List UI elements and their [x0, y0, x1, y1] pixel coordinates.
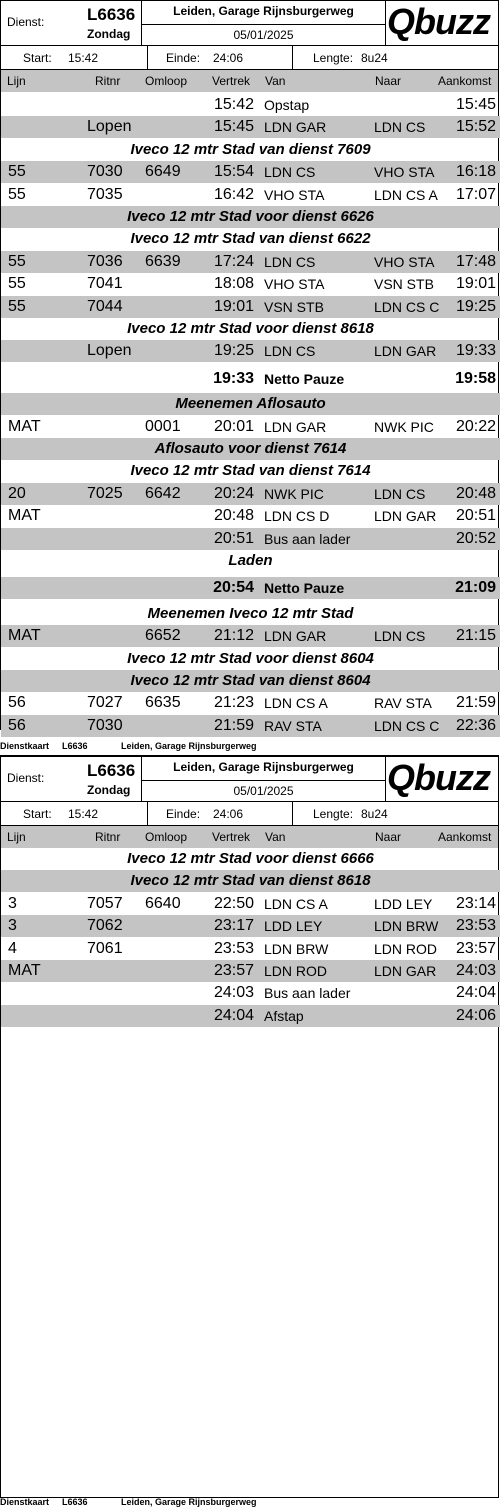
cell-vertrek: 20:24 — [213, 484, 254, 502]
cell-vertrek: 15:45 — [213, 118, 254, 136]
cell-omloop: 0001 — [145, 417, 181, 435]
cell-naar: LDD LEY — [374, 895, 433, 912]
cell-van: LDN ROD — [264, 963, 328, 979]
cell-naar: VSN STB — [374, 276, 434, 293]
meta-row — [0, 46, 499, 70]
cell-ritnr: 7062 — [87, 917, 123, 935]
page-2 — [0, 756, 500, 1496]
start-label: Start: — [23, 51, 52, 65]
trip-row — [1, 1005, 500, 1027]
cell-aankomst: 24:06 — [455, 1006, 496, 1024]
footer-code: L6636 — [62, 741, 88, 751]
cell-lijn: MAT — [8, 962, 41, 979]
section-heading: Iveco 12 mtr Stad voor dienst 8604 — [127, 649, 374, 667]
einde-value: 24:06 — [213, 807, 244, 821]
col-vertrek: Vertrek — [212, 830, 251, 844]
section-heading: Laden — [228, 552, 273, 569]
trip-row — [1, 94, 500, 116]
cell-ritnr: 7025 — [87, 484, 123, 502]
cell-van: Opstap — [264, 97, 310, 113]
cell-vertrek: 16:42 — [213, 185, 254, 203]
column-header — [0, 70, 499, 92]
cell-vertrek: 20:51 — [213, 529, 254, 547]
trip-row — [1, 528, 500, 550]
pause-row — [1, 577, 500, 599]
cell-vertrek: 18:08 — [213, 275, 254, 293]
pause-row — [1, 368, 500, 390]
cell-omloop: 6635 — [145, 694, 181, 712]
cell-vertrek: 15:42 — [213, 96, 254, 113]
cell-lijn: 55 — [8, 297, 26, 315]
lengte-value: 8u24 — [361, 51, 388, 65]
col-ritnr: Ritnr — [95, 74, 121, 88]
cell-ritnr: Lopen — [87, 118, 132, 136]
cell-ritnr: Lopen — [87, 342, 132, 360]
cell-aankomst: 22:36 — [455, 716, 496, 734]
cell-naar: RAV STA — [374, 695, 432, 712]
cell-aankomst: 20:22 — [455, 417, 496, 435]
cell-ritnr: 7041 — [87, 275, 123, 293]
location: Leiden, Garage Rijnsburgerweg — [142, 756, 385, 781]
cell-aankomst: 21:09 — [455, 579, 496, 597]
cell-ritnr: 7030 — [87, 163, 123, 181]
trip-row — [1, 273, 500, 295]
cell-naar: LDN CS — [374, 628, 426, 645]
section-heading: Iveco 12 mtr Stad van dienst 8604 — [1, 670, 500, 692]
cell-van: Bus aan lader — [264, 530, 351, 547]
trip-row — [1, 505, 500, 527]
footer-label: Dienstkaart — [0, 1497, 50, 1507]
cell-vertrek: 17:24 — [213, 252, 254, 270]
cell-naar: LDN GAR — [374, 343, 437, 360]
trip-row — [1, 625, 500, 647]
dienst-label: Dienst: — [7, 771, 45, 785]
section-heading: Aflosauto voor dienst 7614 — [1, 438, 500, 460]
cell-omloop: 6640 — [145, 894, 181, 912]
dienst-label: Dienst: — [7, 15, 45, 29]
col-lijn: Lijn — [7, 830, 26, 844]
cell-vertrek: 20:48 — [213, 507, 254, 525]
cell-vertrek: 23:17 — [213, 917, 254, 935]
start-value: 15:42 — [68, 807, 99, 821]
cell-lijn: 55 — [8, 185, 26, 203]
cell-lijn: 3 — [8, 894, 17, 912]
section-heading: Iveco 12 mtr Stad voor dienst 6626 — [1, 206, 500, 228]
col-naar: Naar — [375, 74, 402, 88]
cell-van: LDN CS D — [264, 508, 330, 525]
col-aankomst: Aankomst — [438, 74, 492, 88]
trip-row — [1, 340, 500, 362]
cell-ritnr: 7061 — [87, 939, 123, 957]
trip-row — [1, 184, 500, 206]
trip-row — [1, 483, 500, 505]
cell-vertrek: 19:01 — [213, 297, 254, 315]
trip-row — [1, 960, 500, 982]
cell-aankomst: 17:07 — [455, 185, 496, 203]
footer-label: Dienstkaart — [0, 741, 50, 751]
section-heading: Iveco 12 mtr Stad voor dienst 8618 — [127, 320, 374, 337]
cell-van: Netto Pauze — [264, 370, 345, 387]
schedule-body — [0, 848, 499, 1498]
trip-row — [1, 692, 500, 714]
cell-van: LDN CS — [264, 164, 316, 181]
trip-row — [1, 296, 500, 318]
cell-ritnr: 7027 — [87, 694, 123, 712]
dienst-code: L6636 — [87, 761, 136, 780]
cell-aankomst: 20:48 — [455, 484, 496, 502]
cell-van: LDN CS — [264, 343, 316, 360]
col-ritnr: Ritnr — [95, 830, 121, 844]
cell-vertrek: 19:33 — [213, 369, 254, 387]
col-naar: Naar — [375, 830, 402, 844]
trip-row — [1, 915, 500, 937]
cell-van: LDN GAR — [264, 628, 327, 645]
cell-van: LDN CS A — [264, 895, 328, 912]
section-heading: Iveco 12 mtr Stad van dienst 6622 — [130, 230, 371, 248]
cell-aankomst: 17:48 — [455, 252, 496, 270]
section-heading: Iveco 12 mtr Stad van dienst 7609 — [130, 140, 371, 158]
cell-naar: LDN CS C — [374, 298, 440, 315]
cell-lijn: 20 — [8, 484, 26, 502]
qbuzz-logo: Qbuzz — [387, 1, 490, 42]
cell-ritnr: 7030 — [87, 716, 123, 734]
cell-lijn: 56 — [8, 716, 26, 734]
trip-row — [1, 116, 500, 138]
cell-van: VSN STB — [264, 298, 324, 315]
einde-label: Einde: — [166, 807, 201, 821]
cell-van: LDN CS — [264, 253, 316, 270]
section-heading: Iveco 12 mtr Stad van dienst 7614 — [130, 462, 371, 480]
cell-naar: LDN CS — [374, 485, 426, 502]
cell-aankomst: 21:15 — [455, 627, 496, 645]
cell-lijn: 3 — [8, 917, 17, 935]
cell-van: RAV STA — [264, 717, 322, 734]
cell-vertrek: 20:54 — [213, 579, 254, 597]
lengte-label: Lengte: — [313, 51, 354, 65]
schedule-body — [0, 92, 499, 734]
cell-naar: LDN CS — [374, 119, 426, 136]
cell-aankomst: 24:03 — [455, 962, 496, 979]
cell-ritnr: 7044 — [87, 297, 123, 315]
cell-lijn: 56 — [8, 694, 26, 712]
cell-lijn: MAT — [8, 417, 41, 435]
cell-aankomst: 21:59 — [455, 694, 496, 712]
cell-naar: NWK PIC — [374, 418, 434, 435]
trip-row — [1, 893, 500, 915]
cell-vertrek: 21:59 — [213, 716, 254, 734]
cell-naar: VHO STA — [374, 253, 435, 270]
section-heading: Iveco 12 mtr Stad voor dienst 6666 — [127, 850, 374, 867]
cell-lijn: MAT — [8, 627, 41, 645]
cell-van: LDN GAR — [264, 418, 327, 435]
cell-van: VHO STA — [264, 186, 325, 203]
column-header — [0, 826, 499, 848]
footer-code: L6636 — [62, 1497, 88, 1507]
section-heading: Meenemen Iveco 12 mtr Stad — [147, 604, 354, 622]
cell-vertrek: 23:53 — [213, 939, 254, 957]
cell-van: LDN GAR — [264, 119, 327, 136]
cell-van: VHO STA — [264, 276, 325, 293]
section-heading: Meenemen Aflosauto — [1, 393, 500, 415]
date: 05/01/2025 — [233, 28, 294, 42]
cell-omloop: 6642 — [145, 484, 181, 502]
cell-aankomst: 24:04 — [455, 984, 496, 1002]
cell-aankomst: 19:58 — [455, 369, 496, 387]
cell-aankomst: 19:33 — [455, 342, 496, 360]
cell-aankomst: 19:01 — [455, 275, 496, 293]
cell-aankomst: 20:51 — [455, 507, 496, 525]
qbuzz-logo: Qbuzz — [387, 757, 490, 798]
col-van: Van — [265, 74, 286, 88]
cell-vertrek: 15:54 — [213, 163, 254, 181]
trip-row — [1, 161, 500, 183]
cell-vertrek: 21:12 — [213, 627, 254, 645]
cell-vertrek: 24:04 — [213, 1006, 254, 1024]
cell-van: Afstap — [264, 1007, 304, 1024]
trip-row — [1, 251, 500, 273]
cell-naar: LDN CS C — [374, 717, 440, 734]
col-van: Van — [265, 830, 286, 844]
dienst-day: Zondag — [87, 783, 131, 797]
cell-naar: LDN BRW — [374, 918, 439, 935]
col-omloop: Omloop — [145, 830, 188, 844]
cell-ritnr: 7036 — [87, 252, 123, 270]
col-lijn: Lijn — [7, 74, 26, 88]
lengte-value: 8u24 — [361, 807, 388, 821]
cell-naar: LDN GAR — [374, 508, 437, 525]
cell-lijn: MAT — [8, 507, 41, 525]
cell-omloop: 6639 — [145, 252, 181, 270]
cell-vertrek: 24:03 — [213, 984, 254, 1002]
cell-aankomst: 20:52 — [455, 529, 496, 547]
cell-aankomst: 15:52 — [455, 118, 496, 136]
trip-row — [1, 416, 500, 438]
cell-aankomst: 23:57 — [455, 939, 496, 957]
dienst-code: L6636 — [87, 5, 136, 24]
location: Leiden, Garage Rijnsburgerweg — [142, 0, 385, 25]
trip-row — [1, 715, 500, 737]
einde-value: 24:06 — [213, 51, 244, 65]
einde-label: Einde: — [166, 51, 201, 65]
page-1 — [0, 0, 500, 753]
cell-lijn: 55 — [8, 163, 26, 181]
cell-aankomst: 19:25 — [455, 297, 496, 315]
cell-omloop: 6649 — [145, 163, 181, 181]
cell-vertrek: 20:01 — [213, 417, 254, 435]
cell-naar: LDN ROD — [374, 940, 438, 957]
cell-van: Bus aan lader — [264, 985, 351, 1002]
trip-row — [1, 982, 500, 1004]
cell-vertrek: 19:25 — [213, 342, 254, 360]
meta-row — [0, 802, 499, 826]
section-heading: Iveco 12 mtr Stad van dienst 8618 — [1, 870, 500, 892]
cell-van: LDD LEY — [264, 918, 323, 935]
cell-omloop: 6652 — [145, 627, 181, 645]
dienst-day: Zondag — [87, 27, 131, 41]
cell-vertrek: 23:57 — [213, 962, 254, 979]
cell-aankomst: 16:18 — [455, 163, 496, 181]
col-vertrek: Vertrek — [212, 74, 251, 88]
lengte-label: Lengte: — [313, 807, 354, 821]
start-value: 15:42 — [68, 51, 99, 65]
cell-lijn: 55 — [8, 275, 26, 293]
cell-aankomst: 23:53 — [455, 917, 496, 935]
cell-ritnr: 7035 — [87, 185, 123, 203]
cell-van: LDN CS A — [264, 695, 328, 712]
footer-location: Leiden, Garage Rijnsburgerweg — [121, 741, 257, 751]
cell-naar: LDN CS A — [374, 186, 438, 203]
cell-lijn: 55 — [8, 252, 26, 270]
cell-van: LDN BRW — [264, 940, 329, 957]
start-label: Start: — [23, 807, 52, 821]
cell-van: NWK PIC — [264, 485, 324, 502]
cell-naar: VHO STA — [374, 164, 435, 181]
cell-aankomst: 23:14 — [455, 894, 496, 912]
col-aankomst: Aankomst — [438, 830, 492, 844]
cell-van: Netto Pauze — [264, 580, 345, 597]
col-omloop: Omloop — [145, 74, 188, 88]
cell-naar: LDN GAR — [374, 963, 437, 979]
cell-vertrek: 21:23 — [213, 694, 254, 712]
cell-lijn: 4 — [8, 939, 17, 957]
footer-location: Leiden, Garage Rijnsburgerweg — [121, 1497, 257, 1507]
trip-row — [1, 938, 500, 960]
cell-ritnr: 7057 — [87, 894, 123, 912]
date: 05/01/2025 — [233, 784, 294, 798]
cell-vertrek: 22:50 — [213, 894, 254, 912]
card-header — [0, 0, 499, 46]
card-header — [0, 756, 499, 802]
cell-aankomst: 15:45 — [455, 96, 496, 113]
